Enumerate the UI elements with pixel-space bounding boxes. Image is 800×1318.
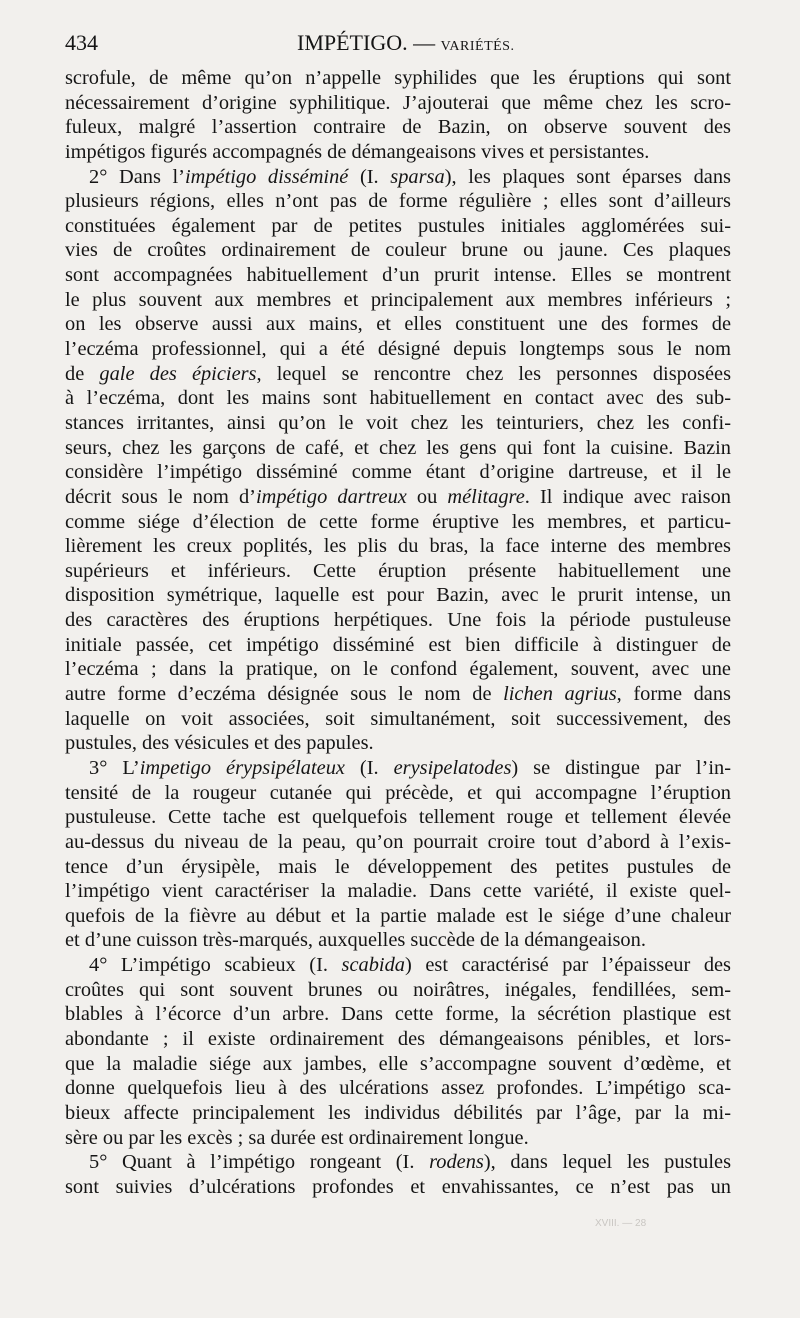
text-line xyxy=(65,288,731,313)
text-line xyxy=(65,805,731,830)
text-line xyxy=(65,534,731,559)
text-run: comme siége d’élection de cette forme éruptive les membres, et particu- xyxy=(65,510,731,533)
text-run: (I. xyxy=(344,756,394,779)
text-run: on les observe aussi aux mains, et elles constituent une des formes de xyxy=(65,313,731,336)
text-run: supérieurs et inférieurs. Cette éruption présente habituellement une xyxy=(65,559,731,582)
text-line xyxy=(65,904,731,929)
text-run: autre forme d’eczéma désignée sous le nom de xyxy=(65,683,504,706)
text-line xyxy=(65,140,731,165)
text-run: initiale passée, cet impétigo disséminé est bien difficile à distinguer de xyxy=(65,633,731,656)
text-run: considère l’impétigo disséminé comme étant d’origine dartreuse, et il le xyxy=(65,461,731,484)
text-run: (I. xyxy=(348,165,391,188)
text-line xyxy=(65,165,731,190)
italic-term: impétigo dartreux xyxy=(255,485,407,508)
text-line xyxy=(65,436,731,461)
text-run: que la maladie siége aux jambes, elle s’accompagne souvent d’œdème, et xyxy=(65,1052,731,1075)
text-run: des caractères des éruptions herpétiques. Une fois la période pustuleuse xyxy=(65,609,731,632)
bleed-through-signature: XVIII. — 28 xyxy=(595,1218,647,1229)
text-line xyxy=(65,559,731,584)
italic-term: lichen agrius xyxy=(503,683,617,706)
text-run: donne quelquefois lieu à des ulcérations assez profondes. L’impétigo sca- xyxy=(65,1077,731,1100)
text-run: le plus souvent aux membres et principalement aux membres inférieurs ; xyxy=(65,288,731,311)
page-number: 434 xyxy=(65,30,98,55)
text-run: seurs, chez les garçons de café, et chez les gens qui font la cuisine. Bazin xyxy=(65,436,731,459)
text-line xyxy=(65,1052,731,1077)
italic-term: scabida xyxy=(341,954,405,977)
text-line xyxy=(65,510,731,535)
text-run: sont accompagnées habituellement d’un prurit intense. Elles se montrent xyxy=(65,264,731,287)
text-run: lièrement les creux poplités, les plis du bras, la face interne des membres xyxy=(65,535,731,558)
text-run: disposition symétrique, laquelle est pour Bazin, avec le prurit intense, un xyxy=(65,584,731,607)
text-line xyxy=(65,91,731,116)
text-run: constituées également par de petites pustules initiales agglomérées sui- xyxy=(65,214,731,237)
text-run: stances irritantes, ainsi qu’on le voit chez les teinturiers, chez les confi- xyxy=(65,411,731,434)
text-line xyxy=(65,337,731,362)
text-line xyxy=(65,879,731,904)
text-run: vies de croûtes ordinairement de couleur brune ou jaune. Ces plaques xyxy=(65,239,731,262)
italic-term: erysipelatodes xyxy=(393,756,512,779)
text-line xyxy=(65,263,731,288)
text-line xyxy=(65,386,731,411)
text-line xyxy=(65,682,731,707)
text-line xyxy=(65,1002,731,1027)
text-run: ) se distingue par l’in- xyxy=(511,756,731,779)
text-run: plusieurs régions, elles n’ont pas de forme régulière ; elles sont d’ailleurs xyxy=(65,190,731,213)
text-run: nécessairement d’origine syphilitique. J’ajouterai que même chez les scro- xyxy=(65,91,731,114)
text-line xyxy=(65,485,731,510)
text-line xyxy=(65,238,731,263)
text-run: à l’eczéma, dont les mains sont habituellement en contact avec des sub- xyxy=(65,387,731,410)
text-run: 5° Quant à l’impétigo rongeant (I. xyxy=(89,1151,430,1174)
running-title-sub: VARIÉTÉS. xyxy=(440,39,515,54)
text-run: ), les plaques sont éparses dans xyxy=(444,165,731,188)
text-line xyxy=(65,115,731,140)
text-run: laquelle on voit associées, soit simultanément, soit successivement, des xyxy=(65,707,731,730)
text-run: croûtes qui sont souvent brunes ou noirâtres, inégales, fendillées, sem- xyxy=(65,978,731,1001)
text-line xyxy=(65,781,731,806)
text-line xyxy=(65,312,731,337)
text-run: 3° L’ xyxy=(89,756,140,779)
text-run: pustules, des vésicules et des papules. xyxy=(65,732,374,755)
text-run: scrofule, de même qu’on n’appelle syphilides que les éruptions qui sont xyxy=(65,67,731,89)
text-line xyxy=(65,1175,731,1200)
text-line xyxy=(65,411,731,436)
text-line xyxy=(65,928,731,953)
text-run: ), dans lequel les pustules xyxy=(483,1151,731,1174)
text-line xyxy=(65,756,731,781)
text-run: blables à l’écorce d’un arbre. Dans cette forme, la sécrétion plastique est xyxy=(65,1003,731,1026)
text-line xyxy=(65,583,731,608)
text-line xyxy=(65,1076,731,1101)
text-line xyxy=(65,953,731,978)
text-line xyxy=(65,1126,731,1151)
text-line xyxy=(65,1150,731,1175)
text-run: bieux affecte principalement les individus débilités par l’âge, par la mi- xyxy=(65,1101,731,1124)
running-header xyxy=(65,30,731,60)
text-run: , forme dans xyxy=(616,683,731,706)
text-run: quefois de la fièvre au début et la partie malade est le siége d’une chaleur xyxy=(65,904,731,927)
text-line xyxy=(65,1027,731,1052)
body-text xyxy=(65,66,731,1199)
text-run: fuleux, malgré l’assertion contraire de Bazin, on observe souvent des xyxy=(65,116,731,139)
italic-term: mélitagre xyxy=(447,485,525,508)
running-title xyxy=(297,30,514,56)
text-run: ) est caractérisé par l’épaisseur des xyxy=(404,954,731,977)
text-line xyxy=(65,707,731,732)
text-run: 4° L’impétigo scabieux (I. xyxy=(89,954,342,977)
text-run: pustuleuse. Cette tache est quelquefois tellement rouge et tellement élevée xyxy=(65,806,731,829)
running-title-main: IMPÉTIGO. xyxy=(297,30,408,55)
text-run: impétigos figurés accompagnés de démangeaisons vives et persistantes. xyxy=(65,140,650,163)
text-run: de xyxy=(65,362,100,385)
text-run: sont suivies d’ulcérations profondes et envahissantes, ce n’est pas un xyxy=(65,1175,731,1198)
text-line xyxy=(65,460,731,485)
italic-term: rodens xyxy=(429,1151,484,1174)
text-run: l’impétigo vient caractériser la maladie. Dans cette variété, il existe quel- xyxy=(65,880,731,903)
text-line xyxy=(65,657,731,682)
text-line xyxy=(65,1101,731,1126)
text-run: décrit sous le nom d’ xyxy=(65,485,256,508)
text-run: , lequel se rencontre chez les personnes disposées xyxy=(256,362,731,385)
italic-term: gale des épiciers xyxy=(99,362,257,385)
text-line xyxy=(65,214,731,239)
text-line xyxy=(65,830,731,855)
text-line xyxy=(65,855,731,880)
text-line xyxy=(65,978,731,1003)
text-line xyxy=(65,608,731,633)
running-title-dash: — xyxy=(413,30,436,55)
italic-term: impetigo érypsipélateux xyxy=(139,756,345,779)
text-run: ou xyxy=(406,485,448,508)
text-line xyxy=(65,731,731,756)
text-run: . Il indique avec raison xyxy=(524,485,731,508)
text-line xyxy=(65,189,731,214)
text-line xyxy=(65,633,731,658)
text-run: abondante ; il existe ordinairement des démangeaisons pénibles, et lors- xyxy=(65,1027,731,1050)
text-run: tence d’un érysipèle, mais le développement des petites pustules de xyxy=(65,855,731,878)
text-run: tensité de la rougeur cutanée qui précède, et qui accompagne l’éruption xyxy=(65,781,731,804)
text-run: sère ou par les excès ; sa durée est ordinairement longue. xyxy=(65,1126,529,1149)
italic-term: impétigo disséminé xyxy=(184,165,349,188)
text-run: au-dessus du niveau de la peau, qu’on pourrait croire tout d’abord à l’exis- xyxy=(65,830,731,853)
italic-term: sparsa xyxy=(390,165,445,188)
text-run: l’eczéma ; dans la pratique, on le confond également, souvent, avec une xyxy=(65,658,731,681)
text-line xyxy=(65,66,731,91)
text-line xyxy=(65,362,731,387)
text-run: 2° Dans l’ xyxy=(89,165,185,188)
text-run: l’eczéma professionnel, qui a été désigné depuis longtemps sous le nom xyxy=(65,338,731,361)
text-run: et d’une cuisson très-marqués, auxquelles succède de la démangeaison. xyxy=(65,929,646,952)
